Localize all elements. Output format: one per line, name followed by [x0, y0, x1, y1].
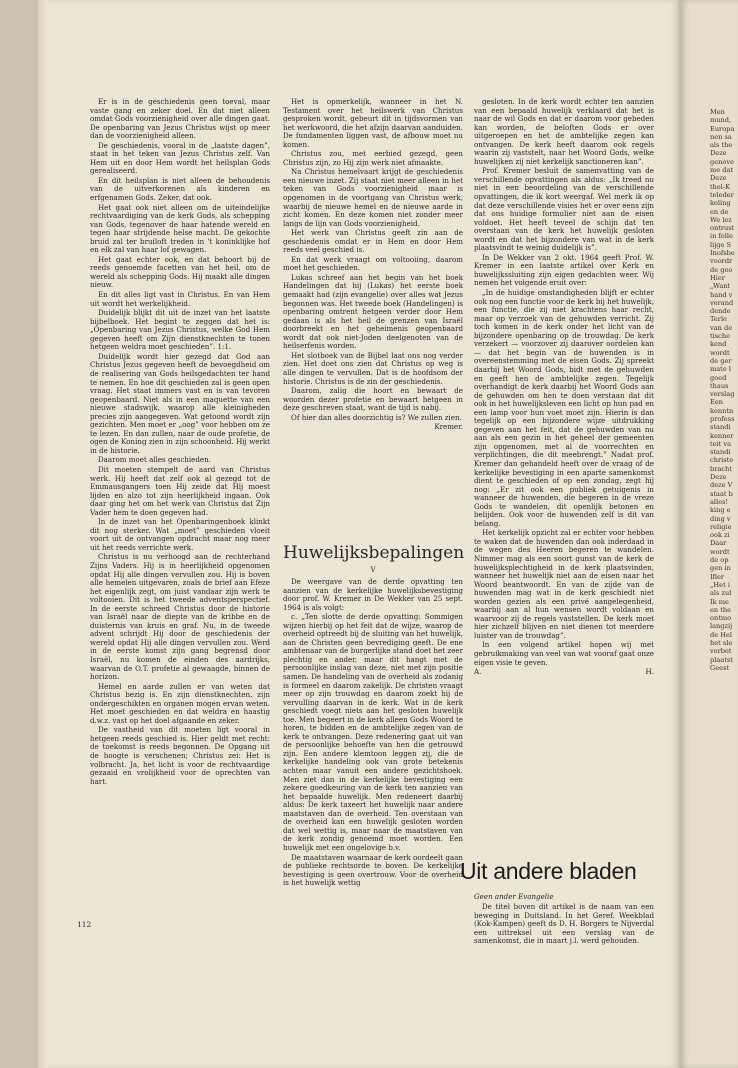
- paragraph: Het kerkelijk opzicht zal er echter voor hebben te waken dat de huwenden dan ook inderdaad in de wegen des Heeren begeren te wandelen. Nimmer mag als een soort gunst van de kerk de huwelijksplechtigheid in de kerk plaatsvinden, wanneer het huwelijk niet aan de eisen naar het Woord beantwoordt. En van de zijde van de huwenden mag wat in de kerk geschiedt niet worden gezien als een privé aangelegenheid, waarbij aan al hun wensen wordt voldaan en waarvoor zij de regels vaststellen. De kerk moet hier zichzelf blijven en niet dienen tot meerdere luister van de trouwdag”.: [474, 528, 654, 640]
- text-fragment: religie: [710, 522, 732, 531]
- paragraph: De geschiedenis, vooral in de „laatste dagen”, staat in het teken van Jezus Christus zelf. Van Hem uit en door Hem wordt het heilsplan Gods gerealiseerd.: [90, 140, 270, 176]
- section-numeral: V: [370, 566, 376, 574]
- paragraph: In een volgend artikel hopen wij met gebruikmaking van veel van wat vooraf gaat onze eigen visie te geven.: [474, 640, 654, 667]
- text-fragment: christe: [710, 456, 734, 465]
- text-fragment: kenntn: [710, 406, 734, 415]
- text-fragment: de Hel: [710, 630, 732, 639]
- text-fragment: Inofsbe: [710, 249, 735, 258]
- text-fragment: het sle: [710, 639, 733, 647]
- text-fragment: standi: [710, 448, 731, 457]
- adjacent-page-text: [710, 108, 738, 968]
- text-fragment: ontmo: [710, 614, 732, 623]
- text-fragment: Daar: [710, 539, 727, 548]
- text-fragment: de geo: [710, 265, 733, 274]
- article-column-1: [90, 98, 270, 918]
- paragraph: In de inzet van het Openbaringenboek klinkt dit nog sterker. Wat „moet” geschieden vloeit voort uit de ontvangen opdracht maar nog meer uit het reeds verrichte werk.: [90, 517, 270, 552]
- text-fragment: de ger: [710, 356, 732, 365]
- text-fragment: voordr: [710, 257, 733, 266]
- paragraph: c. „Ten slotte de derde opvatting: Sommigen wijzen hierbij op het feit dat de wijze, waarop de overheid optreedt bij de sluiting van het huwelijk, aan de Christen geen bevrediging geeft. De ene ambtenaar van de burgerlijke stand doet het zeer plechtig en ander, maar dit hangt met de persoonlijke inslag van deze, niet met zijn positie samen. De handeling van de overheid als zodanig is formeel en daarom zakelijk. De christen vraagt meer op zijn trouwdag en daarom zoekt hij de vervulling daarvan in de kerk. Wat in de kerk geschiedt voegt niets aan het gesloten huwelijk toe. Men begeert in de kerk alleen Gods Woord te horen, te bidden en de ambtelijke zegen van de kerk te ontvangen. Deze redenering gaat uit van de persoonlijke behoefte van hen die getrouwd zijn. Een andere klemtoon leggen zij, die de kerkelijke handeling ook van grote betekenis achten maar vanuit een andere gezichtshoek. Men ziet dan in de kerkelijke bevestiging een zekere goedkeuring van de kerk ten aanzien van het bepaalde huwelijk. Men redeneert daarbij aldus: De kerk taxeert het huwelijk naar andere maatstaven dan de overheid. Ten overstaan van de overheid kan een huwelijk gesloten worden dat wel wettig is, maar naar de maatstaven van de kerk zondig genoemd moet worden. Een huwelijk met een ongelovige b.v.: [283, 612, 463, 852]
- text-fragment: en the: [710, 605, 732, 614]
- text-fragment: alles!: [710, 497, 729, 506]
- paragraph: gesloten. In de kerk wordt echter ten aanzien van een bepaald huwelijk verklaard dat het is naar de wil Gods en dat er daarom voor gebeden kan worden, de beloften Gods er over uitgeroepen en het de ambtelijke zegen kan ontvangen. De kerk heeft daarom ook regels waarin zij vaststelt, naar het Woord Gods, welke huwelijken zij niet kerkelijk sanctioneren kan”.: [474, 98, 654, 166]
- paragraph: Christus zou, met eerbied gezegd, geen Christus zijn, zo Hij zijn werk niet afmaakte.: [283, 149, 463, 167]
- text-fragment: en de: [710, 207, 729, 216]
- paragraph: Het gaat ook niet alleen om de uiteindelijke rechtvaardiging van de kerk Gods, als schepping van Gods, tegenover de haar hatende wereld en tegen haar strijdende helse macht. De gekochte bruid zal ter bruiloft treden in 't koninklijke hof en elk zal van haar lof gewagen.: [90, 202, 270, 255]
- text-fragment: ding v: [710, 514, 731, 523]
- text-fragment: We lez: [710, 215, 732, 224]
- text-fragment: Men: [710, 108, 725, 116]
- paragraph: En dit heilsplan is niet alleen de behoudenis van de uitverkorenen als kinderen en erfgenamen Gods. Zeker, dat ook.: [90, 175, 270, 203]
- paragraph: De maatstaven waarnaar de kerk oordeelt gaan de publieke rechtsorde te boven. De kerkelijke bevestiging is geen overtrouw. Voor de overheid is het huwelijk wettig: [283, 852, 463, 888]
- text-fragment: ook zi: [710, 531, 730, 540]
- text-fragment: plaatst: [710, 655, 733, 664]
- paragraph: Het gaat echter ook, en dat behoort bij de reeds genoemde facetten van het heil, om de wereld als schepping Gods. Hij maakt alle dingen nieuw.: [90, 254, 270, 290]
- paragraph: „In de huidige omstandigheden blijft er echter ook nog een functie voor de kerk bij het huwelijk, een functie, die zij niet krachtens haar recht, maar op verzoek van de gehuwden verricht. Zij toch komen in de kerk onder het licht van de bijzondere openbaring op de trouwdag. De kerk verzekert — voorzover zij daarover oordelen kan — dat het begin van de huwenden is in overeenstemming met de eisen Gods. Zij spreekt daarbij het Woord Gods, bidt met de gehuwden en geeft hen de ambtelijke zegen. Tegelijk overhandigt de kerk daarbij het Woord Gods aan de gehuwden om hen te doen verstaan dat dit ook in het huwelijksleven een licht op hun pad en een lamp voor hun voet moet zijn. Hierin is dan tegelijk op een bijzondere wijze uitdrukking gegeven aan het feit, dat de gehuwden van nu aan als een gezin in het geheel der gemeenten zijn opgenomen, met al de voorrechten en verplichtingen, die dit meebrengt.” Nadat prof. Kremer dan gehandeld heeft over de vraag of de kerkelijke bevestiging in een aparte samenkomst dient te geschieden of op een zondag, zegt hij nog: „Er zit ook een publiek getuigenis in wanneer de huwenden, die begeren in de vreze Gods te wandelen, dit openlijk betonen en belijden. Ook voor de huwenden zelf is dit van belang.: [474, 288, 654, 528]
- text-fragment: als the: [710, 141, 733, 150]
- paragraph: Er is in de geschiedenis geen toeval, maar vaste gang en zeker doel. En dat niet alleen omdat Gods voorzienigheid over alle dingen gaat. De openbaring van Jezus Christus wijst op meer dan de voorzienigheid alleen.: [90, 98, 270, 141]
- text-fragment: thel-K: [710, 182, 731, 191]
- paragraph: Daarom, zalig die hoort en bewaart de woorden dezer profetie en bewaart hetgeen in deze geschreven staat, want de tijd is nabij.: [283, 386, 463, 413]
- paragraph: Het is opmerkelijk, wanneer in het N. Testament over het heilswerk van Christus gesproken wordt, gebeurt dit in tijdsvormen van het werkwoord, die het afzijn daarvan aanduiden. De fundamenten liggen vast, de afbouw moet nu komen.: [283, 98, 463, 149]
- text-fragment: me dat: [710, 166, 734, 175]
- paragraph: Lukas schreef aan het begin van het boek Handelingen dat hij (Lukas) het eerste boek gemaakt had (zijn evangelie) over alles wat Jezus begonnen was. Het tweede boek (Handelingen) is openbaring omtrent hetgeen verder door Hem gedaan is als het heil de grenzen van Israël doorbreekt en het geheimenis geopenbaard wordt dat ook niet-Joden deelgenoten van de heilserfenis worden.: [283, 272, 463, 351]
- paragraph: Of hier dan alles doorzichtig is? We zullen zien.: [291, 412, 462, 422]
- text-fragment: Een: [710, 398, 723, 407]
- paragraph: De titel boven dit artikel is de naam van een beweging in Duitsland. In het Geref. Weekblad (Kok-Kampen) geeft ds D. H. Borgers te Nijverdal een uittreksel uit een verslag van de samenkomst, die in maart j.l. werd gehouden.: [474, 903, 654, 946]
- paragraph: En dit alles ligt vast in Christus. En van Hem uit wordt het werkelijkheid.: [90, 290, 270, 308]
- text-fragment: verbet: [710, 647, 732, 656]
- text-fragment: Deze: [710, 473, 727, 482]
- text-fragment: teleder: [710, 190, 734, 199]
- text-fragment: hand v: [710, 290, 733, 299]
- text-fragment: Ifler: [710, 572, 725, 581]
- text-fragment: teit va: [710, 439, 732, 448]
- paragraph: Het werk van Christus geeft zin aan de geschiedenis omdat er in Hem en door Hem reeds veel geschied is.: [283, 228, 463, 255]
- text-fragment: in felle: [710, 232, 733, 241]
- text-fragment: „Want: [710, 282, 731, 291]
- text-fragment: langzij: [710, 622, 733, 631]
- text-fragment: Deze: [710, 174, 727, 183]
- paragraph: Duidelijk blijkt dit uit de inzet van het laatste bijbelboek. Het begint te zeggen dat het is: „Openbaring van Jezus Christus, welke God Hem gegeven heeft om Zijn dienstknechten te tonen hetgeen weldra moet geschieden”. 1:1.: [90, 308, 270, 352]
- paragraph: Duidelijk wordt hier gezegd dat God aan Christus Jezus gegeven heeft de bevoegdheid om de realisering van Gods heilsgedachten ter hand te nemen. En hoe dit geschieden zal is geen open vraag. Het staat immers vast en is van tevoren geopenbaard. Niet als in een maquette van een nieuwe stadswijk, waarop alle kleinigheden precies zijn aangegeven. Wat getoond wordt zijn gezichten. Men moet er „oog” voor hebben om ze te lezen. En dan zullen, naar de oude profetie, de ogen de Koning zien in zijn schoonheid. Hij werkt in de historie.: [90, 351, 270, 455]
- text-fragment: verslag: [710, 390, 735, 399]
- text-fragment: dende: [710, 307, 731, 316]
- text-fragment: deze V: [710, 481, 733, 490]
- text-fragment: als zul: [710, 589, 732, 598]
- text-fragment: bracht: [710, 464, 732, 473]
- text-fragment: Europa: [710, 124, 735, 133]
- author-signature: Kremer.: [434, 422, 463, 432]
- paragraph: Christus is nu verhoogd aan de rechterhand Zijns Vaders. Hij is in heerlijkheid opgenomen opdat Hij alle dingen vervullen zou. Hij is boven alle hemelen uitgevaren, zoals de brief aan Efeze het eigenlijk zegt, om juist vandaar zijn werk te voltooien. Dit is het tweede adventsperspectief. In de eerste schreed Christus door de historie van Israël naar de diepte van de kribbe en de duisternis van kruis en graf. Nu, in de tweede advent schrijdt Hij door de geschiedenis der wereld opdat Hij alle dingen vervullen zou. Werd in de eerste komst zijn gang begrensd door Israël, nu komen de einden des aardrijks, waarvan de O.T. profetie al gewaagde, binnen de horizon.: [90, 552, 270, 682]
- text-fragment: nen sa: [710, 132, 732, 141]
- text-fragment: Ik me: [710, 597, 729, 606]
- text-fragment: staat b: [710, 489, 733, 498]
- uit-andere-bladen-heading: Uit andere bladen: [460, 858, 637, 884]
- text-fragment: profess: [710, 414, 735, 423]
- huwelijksbepalingen-text: [283, 578, 463, 918]
- page-number: 112: [77, 920, 92, 929]
- text-fragment: genove: [710, 157, 734, 166]
- text-fragment: kenner: [710, 431, 734, 440]
- author-signature: A. H.: [474, 667, 654, 677]
- article-column-3: [474, 98, 654, 808]
- text-fragment: „Het i: [710, 580, 730, 589]
- paragraph: Na Christus hemelvaart krijgt de geschiedenis een nieuwe inzet. Zij staat niet meer alleen in het teken van Gods voorzienigheid maar is opgenomen in de voortgang van Christus werk, waarbij de nieuwe hemel en de nieuwe aarde in zicht komen. En deze komen niet zonder meer langs de lijn van Gods voorzienigheid.: [283, 167, 463, 228]
- text-fragment: standi: [710, 423, 731, 432]
- text-fragment: verand: [710, 298, 734, 307]
- text-fragment: van de: [710, 323, 733, 332]
- text-fragment: thaus: [710, 381, 729, 390]
- paragraph: En dat werk vraagt om voltooiing, daarom moet het geschieden.: [283, 254, 463, 273]
- text-fragment: gen in: [710, 564, 731, 573]
- text-fragment: keling: [710, 199, 731, 208]
- paragraph: Het slotboek van de Bijbel laat ons nog verder zien. Het doet ons zien dat Christus op weg is alle dingen te vervullen. Dat is de hoofdsom der historie. Christus is de zin der geschiedenis.: [283, 350, 463, 386]
- paragraph: Daarom moet alles geschieden.: [98, 455, 211, 465]
- text-fragment: de op: [710, 556, 729, 565]
- paragraph: De weergave van de derde opvatting ten aanzien van de kerkelijke huwelijksbevestiging door prof. W. Kremer in De Wekker van 25 sept. 1964 is als volgt:: [283, 578, 463, 612]
- paragraph: Hemel en aarde zullen er van weten dat Christus bezig is. En zijn dienstknechten, zijn ondergeschikten en organen mogen ervan weten. Het moet geschieden en dat weldra en haastig d.w.z. vast op het doel afgaande en zeker.: [90, 681, 270, 725]
- text-fragment: Hier: [710, 273, 725, 282]
- uit-andere-bladen-subheading: Geen ander Evangelie: [474, 892, 554, 901]
- text-fragment: ontrust: [710, 224, 735, 233]
- huwelijksbepalingen-heading: Huwelijksbepalingen: [283, 543, 465, 563]
- text-fragment: lijge S: [710, 240, 731, 249]
- text-fragment: goed: [710, 373, 727, 382]
- text-fragment: Deze: [710, 149, 727, 158]
- text-fragment: mund,: [710, 116, 732, 125]
- paragraph: De vastheid van dit moeten ligt vooral in hetgeen reeds geschied is. Hier geldt met recht: de toekomst is reeds begonnen. De Opgang uit de hoogte is verschenen; Christus zei: Het is volbracht. Ja, het licht is voor de rechtvaardige gezaaid en vrolijkheid voor de oprechten van hart.: [90, 725, 270, 786]
- uit-andere-bladen-text: [474, 903, 654, 963]
- text-fragment: tische: [710, 332, 730, 341]
- paragraph: Dit moeten stempelt de aard van Christus werk. Hij heeft dat zelf ook al gezegd tot de Emmausgangers toen Hij zeide dat Hij moest lijden en alzo tot zijn heerlijkheid ingaan. Ook daar ging het om het werk van Christus dat Zijn Vader hem te doen gegeven had.: [90, 464, 270, 517]
- paragraph: In De Wekker van 2 okt. 1964 geeft Prof. W. Kremer in een laatste artikel over Kerk en huwelijkssluiting zijn eigen gedachten weer. Wij nemen het volgende eruit over:: [474, 252, 654, 288]
- text-fragment: mate l: [710, 365, 731, 374]
- text-fragment: wordt: [710, 547, 730, 556]
- text-fragment: wordt: [710, 348, 730, 357]
- text-fragment: Geest: [710, 663, 730, 672]
- paragraph: Prof. Kremer besluit de samenvatting van de verschillende opvattingen als aldus: „Ik treed nu niet in een beoordeling van de verschillende opvattingen, die ik kort weergaf. Wel merk ik op dat deze verschillende visies het er over eens zijn dat ons huidige formulier niet aan de eisen voldoet. Het heeft teveel de schijn dat ten overstaan van de kerk het huwelijk gesloten wordt en dat het bijzondere van wat in de kerk plaatsvindt te weinig duidelijk is”.: [474, 166, 654, 253]
- text-fragment: Terle: [710, 315, 727, 324]
- text-fragment: king e: [710, 506, 731, 515]
- text-fragment: kend: [710, 340, 727, 349]
